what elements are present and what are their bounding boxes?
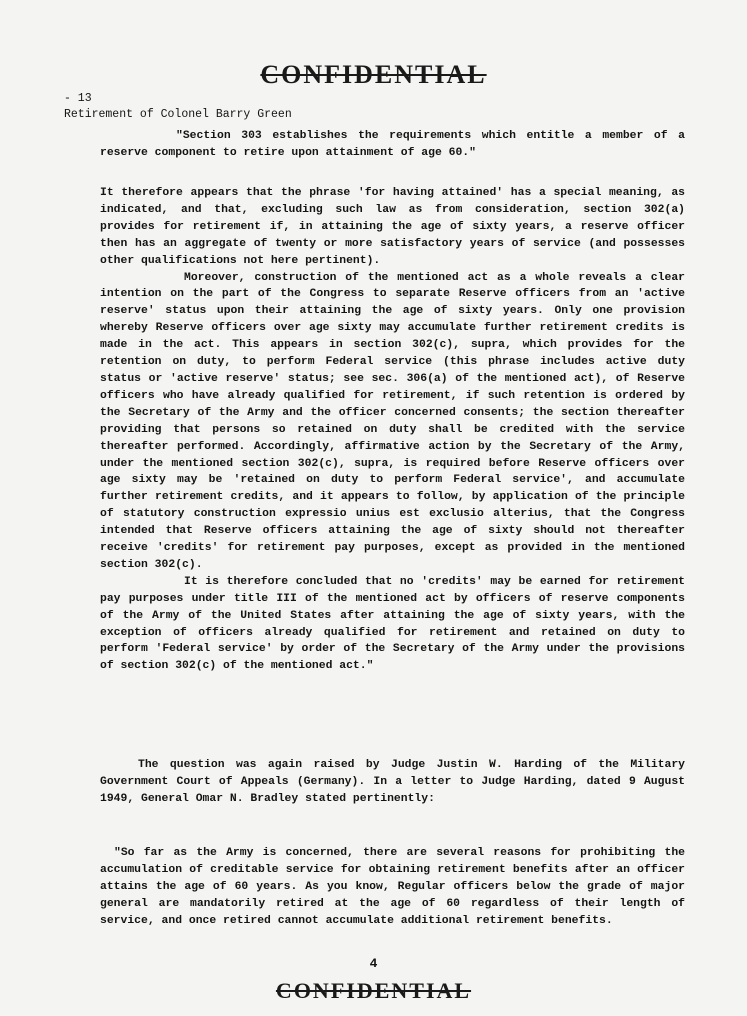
subject-line: Retirement of Colonel Barry Green — [64, 108, 292, 121]
page-number: 4 — [369, 956, 378, 971]
harding-paragraph — [100, 757, 685, 808]
bradley-quote-text: "So far as the Army is concerned, there are several reasons for prohibiting the accumulation of creditable service for obtaining retirement benefits after an officer attains the age of 60 years. As you know, Regular officers below the grade of major general are mandatorily retired at the age of 60 regardless of their length of service, and once retired cannot accumulate additional retirement benefits. — [100, 847, 685, 927]
classification-stamp-bottom: CONFIDENTIAL — [275, 978, 472, 1003]
paragraph-3: It is therefore concluded that no 'credits' may be earned for retirement pay purposes under title III of the mentioned act by officers of reserve components of the Army of the United States after attaining the age of sixty years, with the exception of officers already qualified for retirement and retained on duty to perform 'Federal service' by order of the Secretary of the Army under the provisions of section 302(c) of the mentioned act." — [100, 575, 685, 673]
main-body — [100, 185, 685, 675]
opening-quote-text: "Section 303 establishes the requirements which entitle a member of a reserve component to retire upon attainment of age 60." — [100, 130, 685, 159]
bradley-quote — [100, 845, 685, 930]
reference-line: - 13 — [64, 92, 92, 105]
opening-quote — [100, 128, 685, 162]
paragraph-2: Moreover, construction of the mentioned act as a whole reveals a clear intention on the part of the Congress to separate Reserve officers from an 'active reserve' status upon their attaining the age of sixty years. Only one provision whereby Reserve officers over age sixty may accumulate further retirement credits is made in the act. This appears in section 302(c), supra, which provides for the retention on duty, to perform Federal service (this phrase includes active duty status or 'active reserve' status; see sec. 306(a) of the mentioned act), of Reserve officers who have already qualified for retirement, if such retention is ordered by the Secretary of the Army and the officer concerned consents; the section thereafter providing that persons so retained on duty shall be credited with the service thereafter performed. Accordingly, affirmative action by the Secretary of the Army, under the mentioned section 302(c), supra, is required before Reserve officers over age sixty may be 'retained on duty to perform Federal service', and accumulate further retirement credits, and it appears to follow, by application of the principle of statutory construction expressio unius est exclusio alterius, that the Congress intended that Reserve officers attaining the age of sixty should not thereafter receive 'credits' for retirement pay purposes, except as provided in the mentioned section 302(c). — [100, 271, 685, 571]
paragraph-1: It therefore appears that the phrase 'for having attained' has a special meaning, as indicated, and that, excluding such law as from consideration, section 302(a) provides for retirement if, in attaining the age of sixty years, a reserve officer then has an aggregate of twenty or more satisfactory years of service (and possesses other qualifications not here pertinent). — [100, 187, 685, 267]
harding-paragraph-text: The question was again raised by Judge Justin W. Harding of the Military Government Court of Appeals (Germany). In a letter to Judge Harding, dated 9 August 1949, General Omar N. Bradley stated pertinently: — [100, 759, 685, 805]
classification-stamp-top: CONFIDENTIAL — [260, 60, 487, 89]
